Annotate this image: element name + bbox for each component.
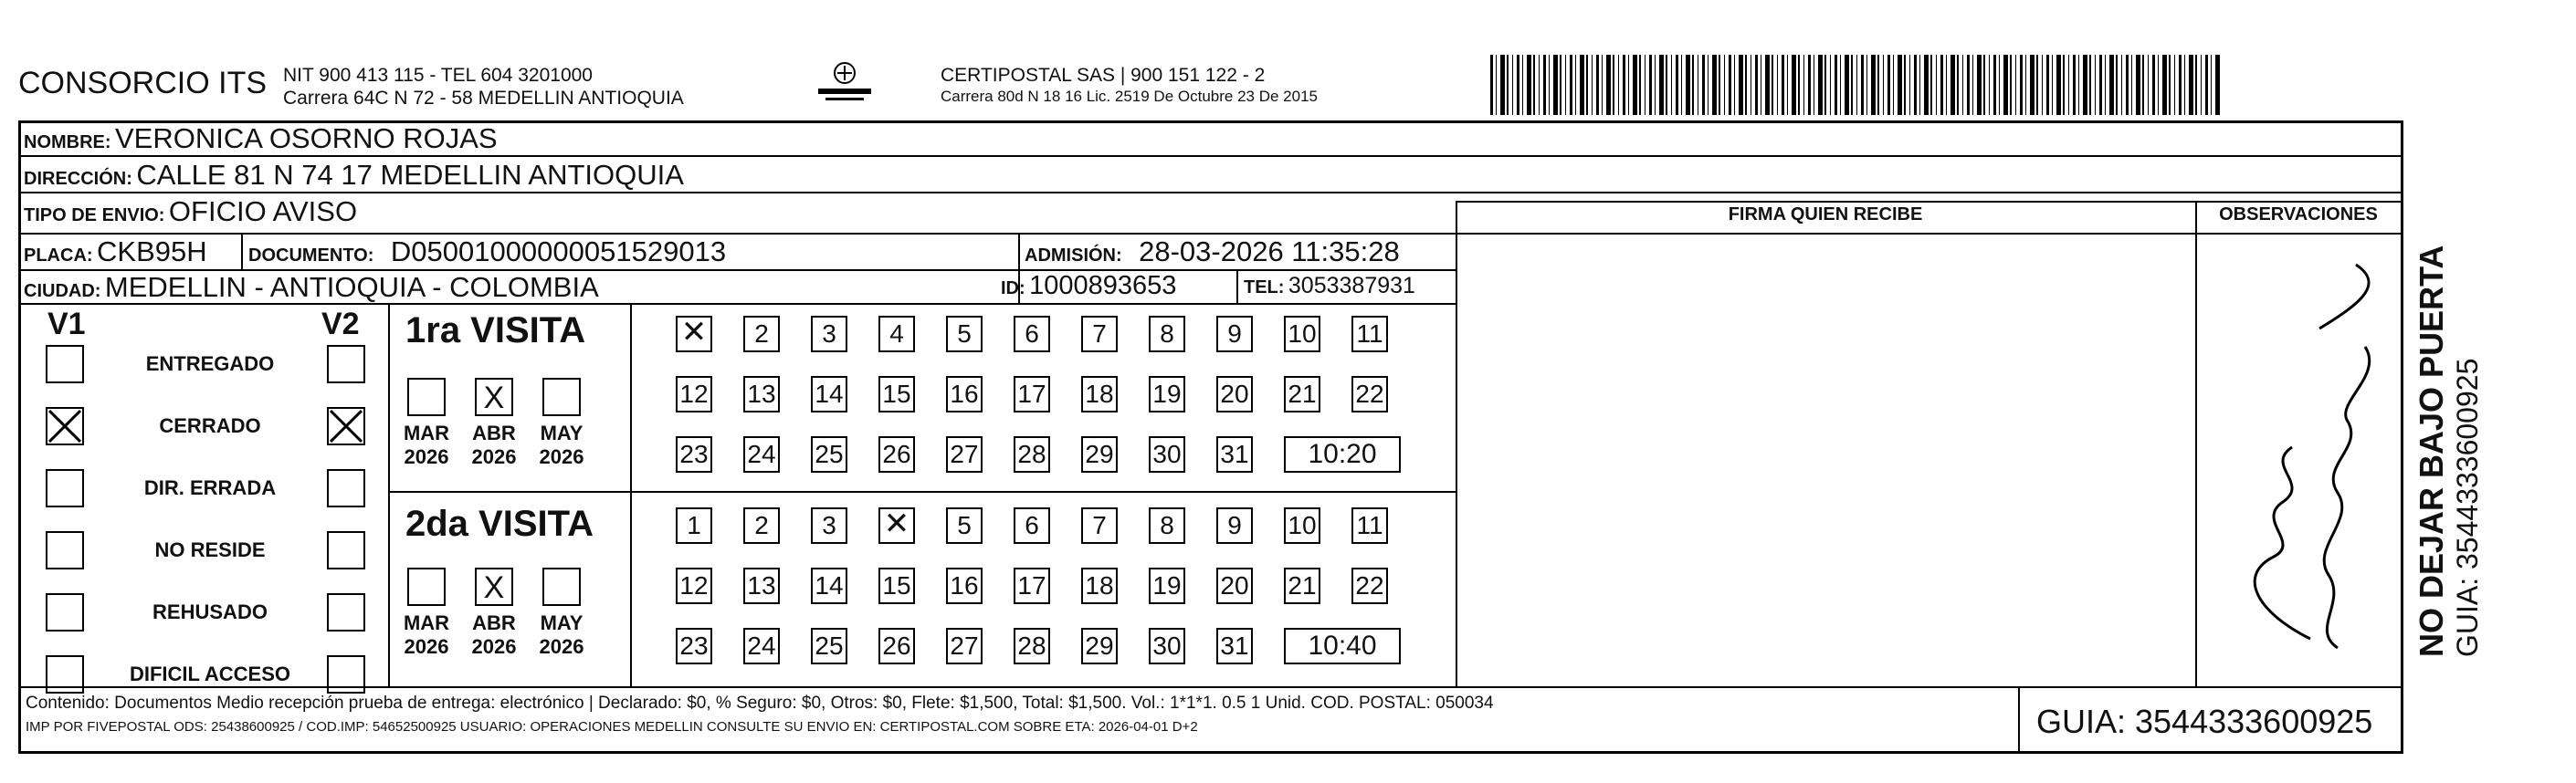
v1-checkbox[interactable]: [46, 655, 84, 694]
documento-label: DOCUMENTO:: [248, 245, 374, 266]
v2-checkbox[interactable]: [327, 531, 365, 569]
day-box[interactable]: 5: [946, 316, 983, 352]
company-info-line2: Carrera 64C N 72 - 58 MEDELLIN ANTIOQUIA: [283, 88, 684, 109]
day-box[interactable]: 12: [676, 376, 712, 412]
day-box[interactable]: 22: [1351, 568, 1388, 604]
day-box[interactable]: 15: [878, 568, 915, 604]
day-box[interactable]: 2: [743, 316, 780, 352]
company-name: CONSORCIO ITS: [18, 66, 268, 100]
v2-label: V2: [321, 307, 360, 341]
day-box[interactable]: 31: [1216, 628, 1253, 664]
time-box[interactable]: 10:40: [1284, 628, 1401, 664]
day-box[interactable]: 24: [743, 628, 780, 664]
month-checkbox[interactable]: [407, 568, 446, 606]
day-box[interactable]: 21: [1284, 568, 1320, 604]
month-checkbox[interactable]: [542, 568, 581, 606]
day-box[interactable]: 11: [1351, 316, 1388, 352]
month-label: [530, 611, 594, 659]
day-box[interactable]: 24: [743, 436, 780, 473]
tel-row: [1244, 273, 1415, 299]
day-box[interactable]: 31: [1216, 436, 1253, 473]
month-label: [462, 611, 526, 659]
day-box[interactable]: 22: [1351, 376, 1388, 412]
day-box[interactable]: 25: [811, 436, 847, 473]
day-box[interactable]: 13: [743, 568, 780, 604]
nombre-label: NOMBRE:: [24, 132, 111, 152]
day-box[interactable]: 13: [743, 376, 780, 412]
day-box[interactable]: 3: [811, 507, 847, 544]
id-row: [1001, 271, 1176, 301]
carrier-info: [941, 64, 1318, 107]
reason-label: DIFICIL ACCESO: [129, 663, 290, 685]
month-year: 2026: [539, 445, 584, 468]
month-year: 2026: [404, 635, 449, 658]
day-box[interactable]: 21: [1284, 376, 1320, 412]
day-box[interactable]: 20: [1216, 376, 1253, 412]
id-label: ID:: [1001, 278, 1025, 298]
day-box[interactable]: 4: [878, 316, 915, 352]
time-box[interactable]: 10:20: [1284, 436, 1401, 473]
day-box[interactable]: 10: [1284, 507, 1320, 544]
day-box[interactable]: 14: [811, 568, 847, 604]
v1-checkbox[interactable]: [46, 469, 84, 507]
v2-checkbox[interactable]: [327, 407, 365, 445]
day-box[interactable]: 30: [1149, 628, 1185, 664]
day-box[interactable]: 10: [1284, 316, 1320, 352]
id-value: 1000893653: [1029, 271, 1177, 300]
signature: [2201, 246, 2392, 675]
side-guia: GUIA: 3544333600925: [2451, 358, 2484, 657]
day-box[interactable]: 27: [946, 628, 983, 664]
day-box[interactable]: 26: [878, 628, 915, 664]
day-box[interactable]: 3: [811, 316, 847, 352]
ciudad-value: MEDELLIN - ANTIOQUIA - COLOMBIA: [104, 271, 599, 303]
month-checkbox[interactable]: [475, 568, 513, 606]
day-box[interactable]: 11: [1351, 507, 1388, 544]
v2-checkbox[interactable]: [327, 655, 365, 694]
day-box[interactable]: [676, 316, 712, 352]
day-box[interactable]: 7: [1081, 316, 1118, 352]
day-box[interactable]: 6: [1014, 316, 1050, 352]
day-box[interactable]: 1: [676, 507, 712, 544]
side-warning: NO DEJAR BAJO PUERTA: [2413, 245, 2450, 657]
month-name: MAY: [540, 422, 584, 444]
day-box[interactable]: 23: [676, 628, 712, 664]
day-box[interactable]: 28: [1014, 436, 1050, 473]
footer-line1: Contenido: Documentos Medio recepción prueba de entrega: electrónico | Declarado: $0, % Seguro: $0, Otros: $0, Flete: $1,500, Total: $1,500. Vol.: 1*1*1. 0.5 1 Unid. COD. POSTAL: 050034: [26, 694, 1494, 713]
day-box[interactable]: 30: [1149, 436, 1185, 473]
reason-label: CERRADO: [159, 414, 261, 437]
month-label: [530, 422, 594, 469]
nombre-row: [24, 122, 498, 155]
nombre-value: VERONICA OSORNO ROJAS: [115, 122, 498, 154]
admision-label: ADMISIÓN:: [1025, 245, 1122, 266]
day-box[interactable]: 14: [811, 376, 847, 412]
day-box[interactable]: 20: [1216, 568, 1253, 604]
day-box[interactable]: 15: [878, 376, 915, 412]
day-box[interactable]: 8: [1149, 507, 1185, 544]
tipo-label: TIPO DE ENVIO:: [24, 205, 165, 225]
carrier-info-line1: CERTIPOSTAL SAS | 900 151 122 - 2: [941, 65, 1266, 86]
documento-value: D05001000000051529013: [390, 235, 727, 267]
v1-checkbox[interactable]: [46, 593, 84, 632]
firma-label: FIRMA QUIEN RECIBE: [1728, 204, 1923, 224]
month-label: [394, 422, 458, 469]
ciudad-label: CIUDAD:: [24, 281, 101, 301]
day-box[interactable]: 18: [1081, 568, 1118, 604]
day-box[interactable]: 27: [946, 436, 983, 473]
v1-checkbox[interactable]: [46, 345, 84, 383]
tipo-row: [24, 195, 357, 228]
admision-value: 28-03-2026 11:35:28: [1139, 235, 1400, 267]
month-label: [462, 422, 526, 469]
reason-label: DIR. ERRADA: [143, 476, 277, 499]
day-box[interactable]: 26: [878, 436, 915, 473]
month-year: 2026: [471, 635, 517, 658]
first-visit-title: 1ra VISITA: [405, 310, 586, 350]
tel-value: 3053387931: [1288, 273, 1415, 298]
day-box[interactable]: 29: [1081, 436, 1118, 473]
day-box[interactable]: 12: [676, 568, 712, 604]
day-box[interactable]: 18: [1081, 376, 1118, 412]
ciudad-row: [24, 271, 599, 304]
month-name: MAR: [403, 422, 450, 444]
month-name: MAY: [540, 611, 584, 634]
day-box[interactable]: 19: [1149, 376, 1185, 412]
month-name: ABR: [472, 422, 516, 444]
v1-checkbox[interactable]: [46, 531, 84, 569]
day-box[interactable]: 6: [1014, 507, 1050, 544]
day-box[interactable]: 16: [946, 376, 983, 412]
carrier-info-line2: Carrera 80d N 18 16 Lic. 2519 De Octubre 23 De 2015: [941, 88, 1318, 105]
certipostal-logo-icon: [813, 58, 877, 104]
day-box[interactable]: 9: [1216, 316, 1253, 352]
day-box[interactable]: 8: [1149, 316, 1185, 352]
placa-row: [24, 235, 207, 268]
barcode: [1490, 55, 2221, 115]
v1-label: V1: [47, 307, 86, 341]
reason-label: NO RESIDE: [154, 538, 266, 561]
footer-content: [26, 694, 2007, 735]
day-box[interactable]: 17: [1014, 568, 1050, 604]
month-year: 2026: [404, 445, 449, 468]
month-checkbox[interactable]: [475, 378, 513, 416]
day-box[interactable]: 28: [1014, 628, 1050, 664]
month-checkbox[interactable]: [542, 378, 581, 416]
admision-row: [1025, 235, 1400, 268]
day-box[interactable]: 2: [743, 507, 780, 544]
day-box[interactable]: 9: [1216, 507, 1253, 544]
v1-checkbox[interactable]: [46, 407, 84, 445]
footer-line2: IMP POR FIVEPOSTAL ODS: 25438600925 / COD.IMP: 54652500925 USUARIO: OPERACIONES MEDELLIN CONSULTE SU ENVIO EN: CERTIPOSTAL.COM SOBRE ETA: 2026-04-01 D+2: [26, 719, 1198, 735]
tipo-value: OFICIO AVISO: [168, 195, 358, 227]
month-checkbox[interactable]: [407, 378, 446, 416]
reason-label: ENTREGADO: [145, 352, 275, 375]
v2-checkbox[interactable]: [327, 469, 365, 507]
v2-checkbox[interactable]: [327, 345, 365, 383]
day-box[interactable]: 17: [1014, 376, 1050, 412]
side-text: [2413, 146, 2495, 657]
day-box[interactable]: 25: [811, 628, 847, 664]
month-label: [394, 611, 458, 659]
month-year: 2026: [471, 445, 517, 468]
day-box[interactable]: [878, 507, 915, 544]
placa-value: CKB95H: [97, 235, 207, 267]
company-info-line1: NIT 900 413 115 - TEL 604 3201000: [283, 65, 593, 86]
day-box[interactable]: 16: [946, 568, 983, 604]
month-year: 2026: [539, 635, 584, 658]
documento-row: [248, 235, 726, 268]
day-box[interactable]: 23: [676, 436, 712, 473]
observaciones-label: OBSERVACIONES: [2219, 204, 2378, 224]
reason-label: REHUSADO: [152, 600, 268, 623]
month-name: ABR: [472, 611, 516, 634]
day-box[interactable]: 29: [1081, 628, 1118, 664]
direccion-row: [24, 159, 684, 192]
day-box[interactable]: 7: [1081, 507, 1118, 544]
footer-guia: GUIA: 3544333600925: [2036, 703, 2373, 740]
day-box[interactable]: 19: [1149, 568, 1185, 604]
second-visit-title: 2da VISITA: [405, 504, 594, 544]
day-box[interactable]: 5: [946, 507, 983, 544]
direccion-value: CALLE 81 N 74 17 MEDELLIN ANTIOQUIA: [136, 159, 684, 191]
month-name: MAR: [403, 611, 450, 634]
direccion-label: DIRECCIÓN:: [24, 169, 132, 189]
tel-label: TEL:: [1244, 277, 1285, 298]
placa-label: PLACA:: [24, 245, 93, 266]
company-info: [283, 64, 684, 110]
v2-checkbox[interactable]: [327, 593, 365, 632]
